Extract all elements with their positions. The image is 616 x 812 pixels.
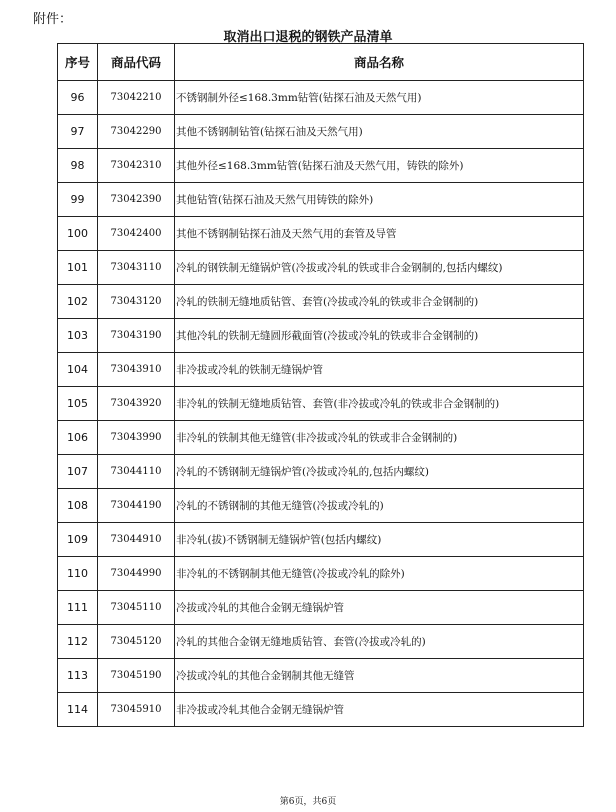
column-header-code: 商品代码 (98, 44, 175, 81)
row-number: 114 (58, 693, 98, 727)
product-name: 非冷轧的铁制其他无缝管(非冷拔或冷轧的铁或非合金钢制的) (175, 421, 584, 455)
product-name: 冷轧的不锈钢制无缝锅炉管(冷拔或冷轧的,包括内螺纹) (175, 455, 584, 489)
table-row (58, 523, 584, 557)
row-number: 111 (58, 591, 98, 625)
product-name: 非冷拔或冷轧其他合金钢无缝锅炉管 (175, 693, 584, 727)
product-code: 73042210 (98, 81, 175, 115)
row-number: 108 (58, 489, 98, 523)
product-name: 其他不锈钢制钻探石油及天然气用的套管及导管 (175, 217, 584, 251)
table-row (58, 285, 584, 319)
table-row (58, 591, 584, 625)
product-code: 73042310 (98, 149, 175, 183)
table-row (58, 387, 584, 421)
page-footer: 第6页，共6页 (279, 797, 337, 807)
product-code: 73044190 (98, 489, 175, 523)
row-number: 97 (58, 115, 98, 149)
table-row (58, 353, 584, 387)
table-row (58, 625, 584, 659)
row-number: 107 (58, 455, 98, 489)
product-name: 冷轧的其他合金钢无缝地质钻管、套管(冷拔或冷轧的) (175, 625, 584, 659)
product-table (57, 43, 584, 727)
product-name: 非冷轧的铁制无缝地质钻管、套管(非冷拔或冷轧的铁或非合金钢制的) (175, 387, 584, 421)
row-number: 99 (58, 183, 98, 217)
product-name: 非冷拔或冷轧的铁制无缝锅炉管 (175, 353, 584, 387)
document-title: 取消出口退税的钢铁产品清单 (223, 30, 393, 45)
table-row (58, 693, 584, 727)
attachment-label: 附件： (33, 12, 73, 27)
row-number: 100 (58, 217, 98, 251)
product-name: 冷轧的不锈钢制的其他无缝管(冷拔或冷轧的) (175, 489, 584, 523)
product-code: 73043120 (98, 285, 175, 319)
product-name: 非冷轧(拔)不锈钢制无缝锅炉管(包括内螺纹) (175, 523, 584, 557)
row-number: 110 (58, 557, 98, 591)
product-code: 73044110 (98, 455, 175, 489)
product-name: 其他冷轧的铁制无缝圆形截面管(冷拔或冷轧的铁或非合金钢制的) (175, 319, 584, 353)
table-row (58, 183, 584, 217)
column-header-no: 序号 (58, 44, 98, 81)
product-code: 73042390 (98, 183, 175, 217)
product-name: 冷拔或冷轧的其他合金钢无缝锅炉管 (175, 591, 584, 625)
table-row (58, 217, 584, 251)
row-number: 103 (58, 319, 98, 353)
table-row (58, 659, 584, 693)
product-name: 冷拔或冷轧的其他合金钢制其他无缝管 (175, 659, 584, 693)
table-header-row (58, 44, 584, 81)
row-number: 109 (58, 523, 98, 557)
table-row (58, 421, 584, 455)
product-code: 73044910 (98, 523, 175, 557)
product-name: 冷轧的铁制无缝地质钻管、套管(冷拔或冷轧的铁或非合金钢制的) (175, 285, 584, 319)
product-code: 73044990 (98, 557, 175, 591)
product-name: 非冷轧的不锈钢制其他无缝管(冷拔或冷轧的除外) (175, 557, 584, 591)
product-code: 73042290 (98, 115, 175, 149)
row-number: 104 (58, 353, 98, 387)
product-code: 73043910 (98, 353, 175, 387)
product-code: 73043190 (98, 319, 175, 353)
row-number: 106 (58, 421, 98, 455)
table-row (58, 251, 584, 285)
row-number: 112 (58, 625, 98, 659)
table-row (58, 455, 584, 489)
row-number: 113 (58, 659, 98, 693)
product-code: 73043110 (98, 251, 175, 285)
row-number: 96 (58, 81, 98, 115)
product-name: 冷轧的钢铁制无缝锅炉管(冷拔或冷轧的铁或非合金钢制的,包括内螺纹) (175, 251, 584, 285)
product-code: 73045910 (98, 693, 175, 727)
product-name: 其他外径≤168.3mm钻管(钻探石油及天然气用，铸铁的除外) (175, 149, 584, 183)
product-code: 73043990 (98, 421, 175, 455)
product-code: 73045120 (98, 625, 175, 659)
product-name: 其他钻管(钻探石油及天然气用铸铁的除外) (175, 183, 584, 217)
table-row (58, 489, 584, 523)
table-row (58, 149, 584, 183)
product-name: 不锈钢制外径≤168.3mm钻管(钻探石油及天然气用) (175, 81, 584, 115)
table-row (58, 557, 584, 591)
row-number: 105 (58, 387, 98, 421)
product-code: 73045110 (98, 591, 175, 625)
row-number: 101 (58, 251, 98, 285)
row-number: 102 (58, 285, 98, 319)
product-code: 73043920 (98, 387, 175, 421)
product-code: 73042400 (98, 217, 175, 251)
table-row (58, 319, 584, 353)
table-row (58, 115, 584, 149)
column-header-name: 商品名称 (175, 44, 584, 81)
table-row (58, 81, 584, 115)
product-name: 其他不锈钢制钻管(钻探石油及天然气用) (175, 115, 584, 149)
row-number: 98 (58, 149, 98, 183)
product-code: 73045190 (98, 659, 175, 693)
